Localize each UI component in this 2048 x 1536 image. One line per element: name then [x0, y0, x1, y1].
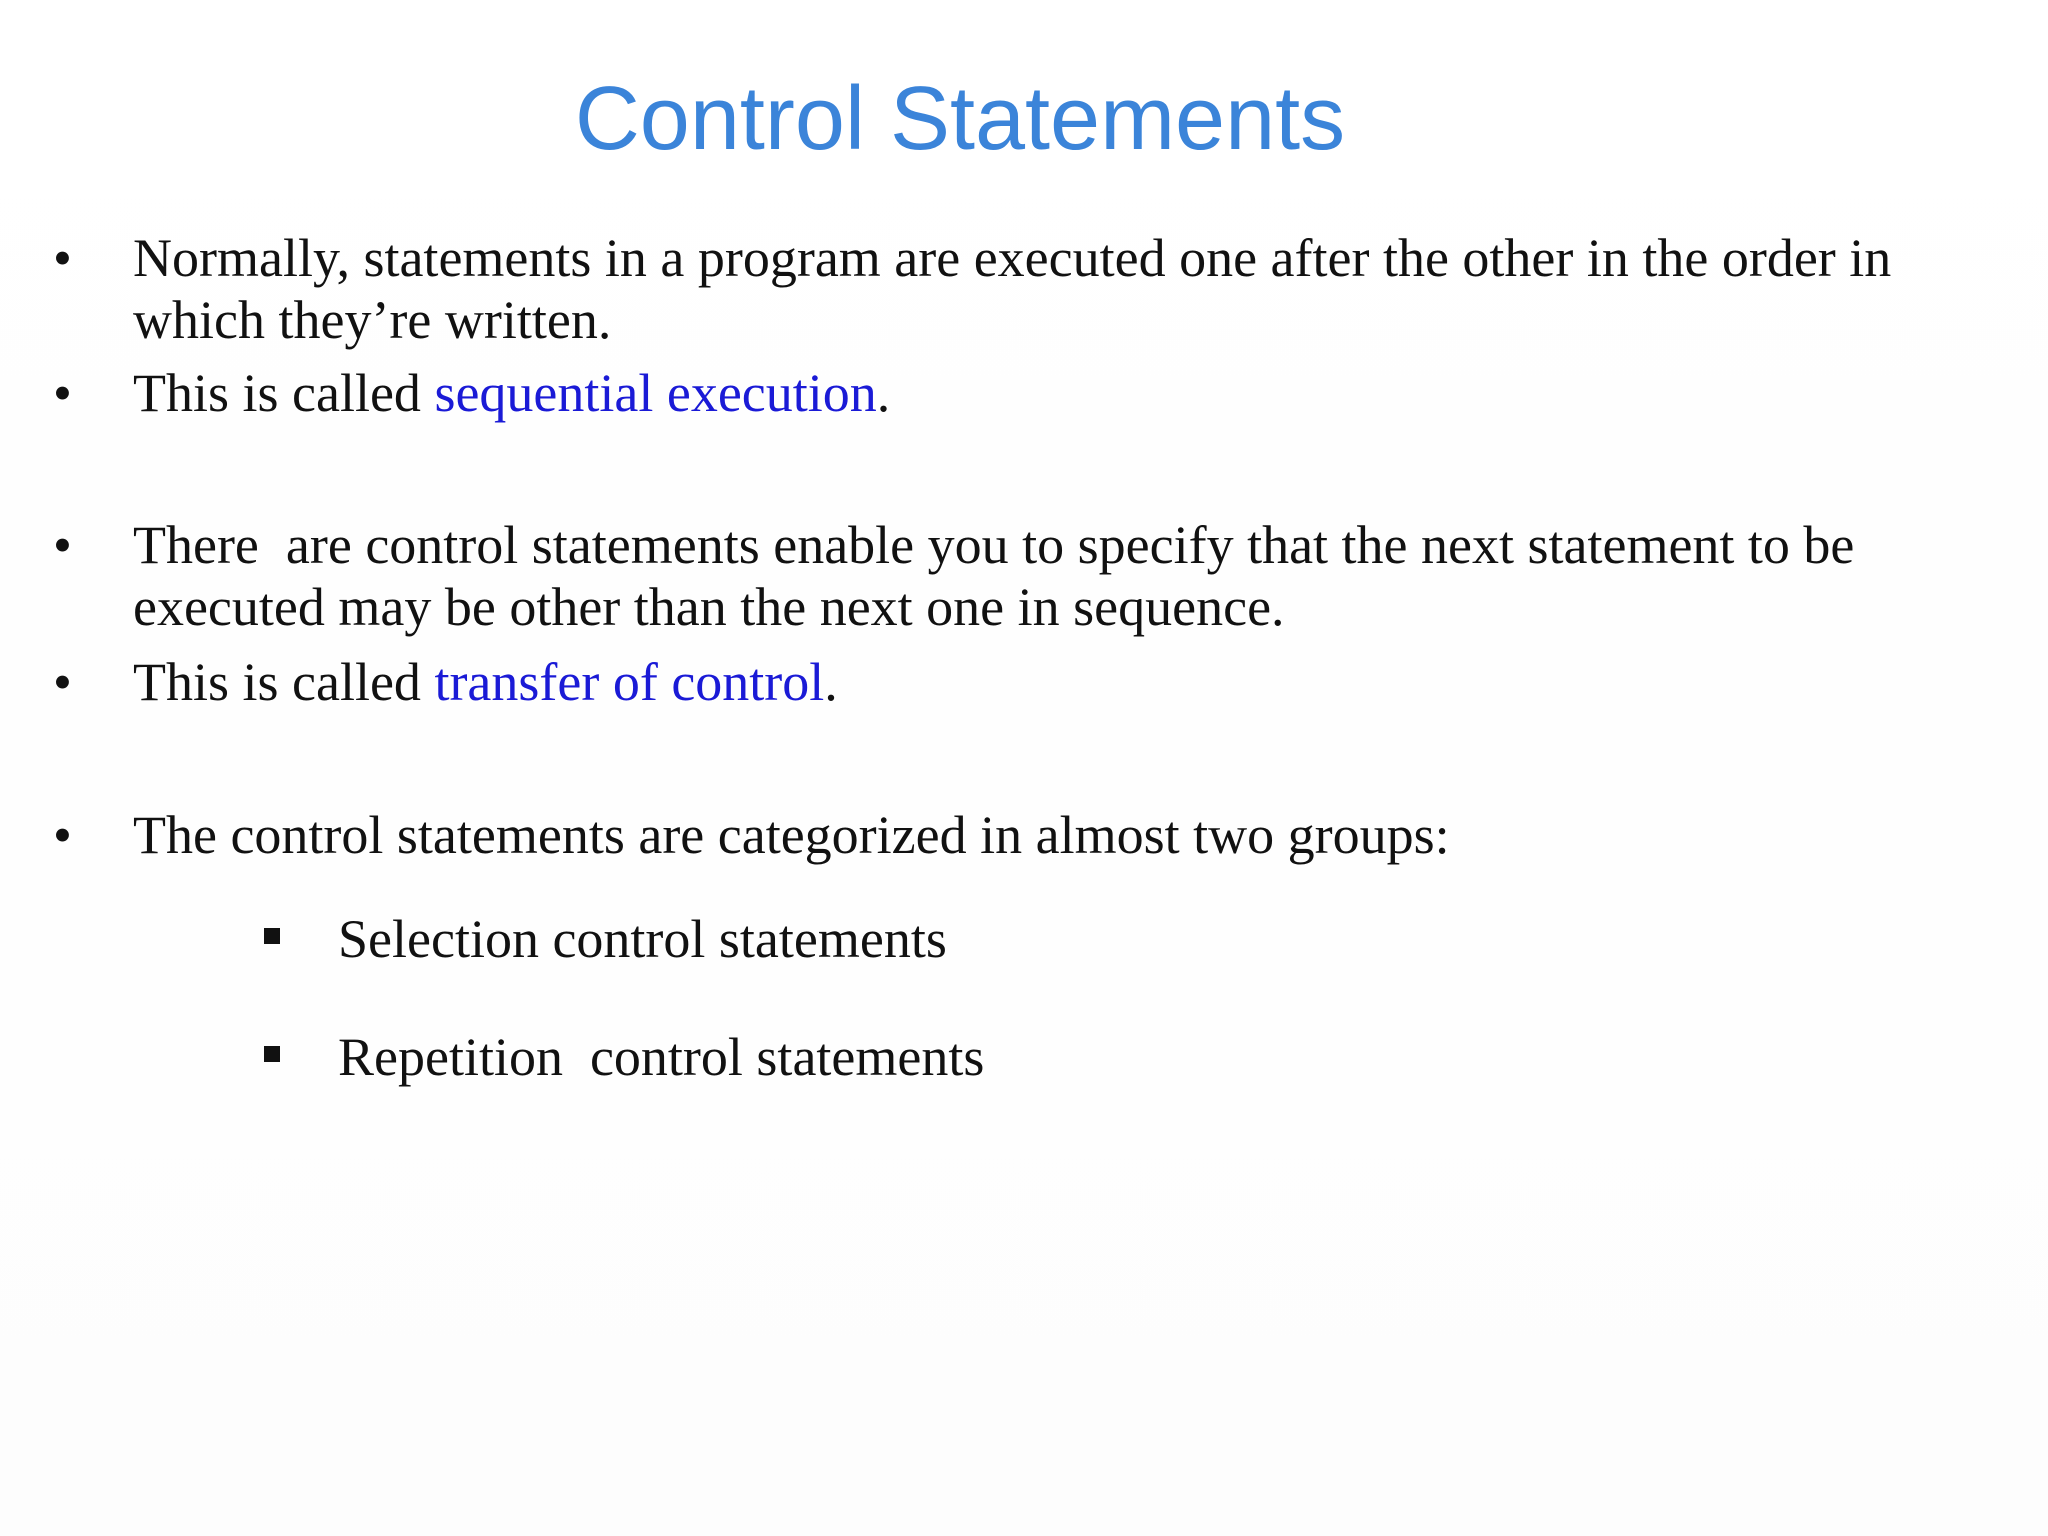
bullet-text — [133, 362, 2013, 424]
square-bullet-icon — [264, 928, 280, 944]
square-bullet-icon — [264, 1046, 280, 1062]
bullet-text — [133, 804, 2013, 866]
bullet-dot-icon: • — [53, 515, 72, 575]
bullet-text-main: Normally, statements in a program are executed one after the other in the order in which they’re written. — [133, 228, 1892, 350]
bullet-dot-icon: • — [53, 652, 72, 712]
slide-title: Control Statements — [574, 69, 1346, 169]
bullet-dot-icon: • — [53, 805, 72, 865]
bullet-text — [133, 651, 2013, 713]
transfer-of-control-term: transfer of control — [434, 652, 825, 712]
bullet-dot-icon: • — [53, 228, 72, 288]
sub-list-text: Repetition control statements — [338, 1027, 985, 1087]
bullet-text-end: . — [824, 652, 838, 712]
bullet-text-main: This is called — [133, 652, 435, 712]
bullet-text-main: This is called — [133, 363, 435, 423]
bullet-text — [133, 514, 2013, 638]
sub-list-text: Selection control statements — [338, 909, 947, 969]
bullet-text — [133, 227, 2013, 351]
sequential-execution-term: sequential execution — [434, 363, 877, 423]
bullet-text-main: The control statements are categorized in almost two groups: — [133, 805, 1450, 865]
bullet-dot-icon: • — [53, 363, 72, 423]
bullet-text-main: There are control statements enable you to specify that the next statement to be executed may be other than the next one in sequence. — [133, 515, 1868, 637]
bullet-text-end: . — [876, 363, 891, 423]
